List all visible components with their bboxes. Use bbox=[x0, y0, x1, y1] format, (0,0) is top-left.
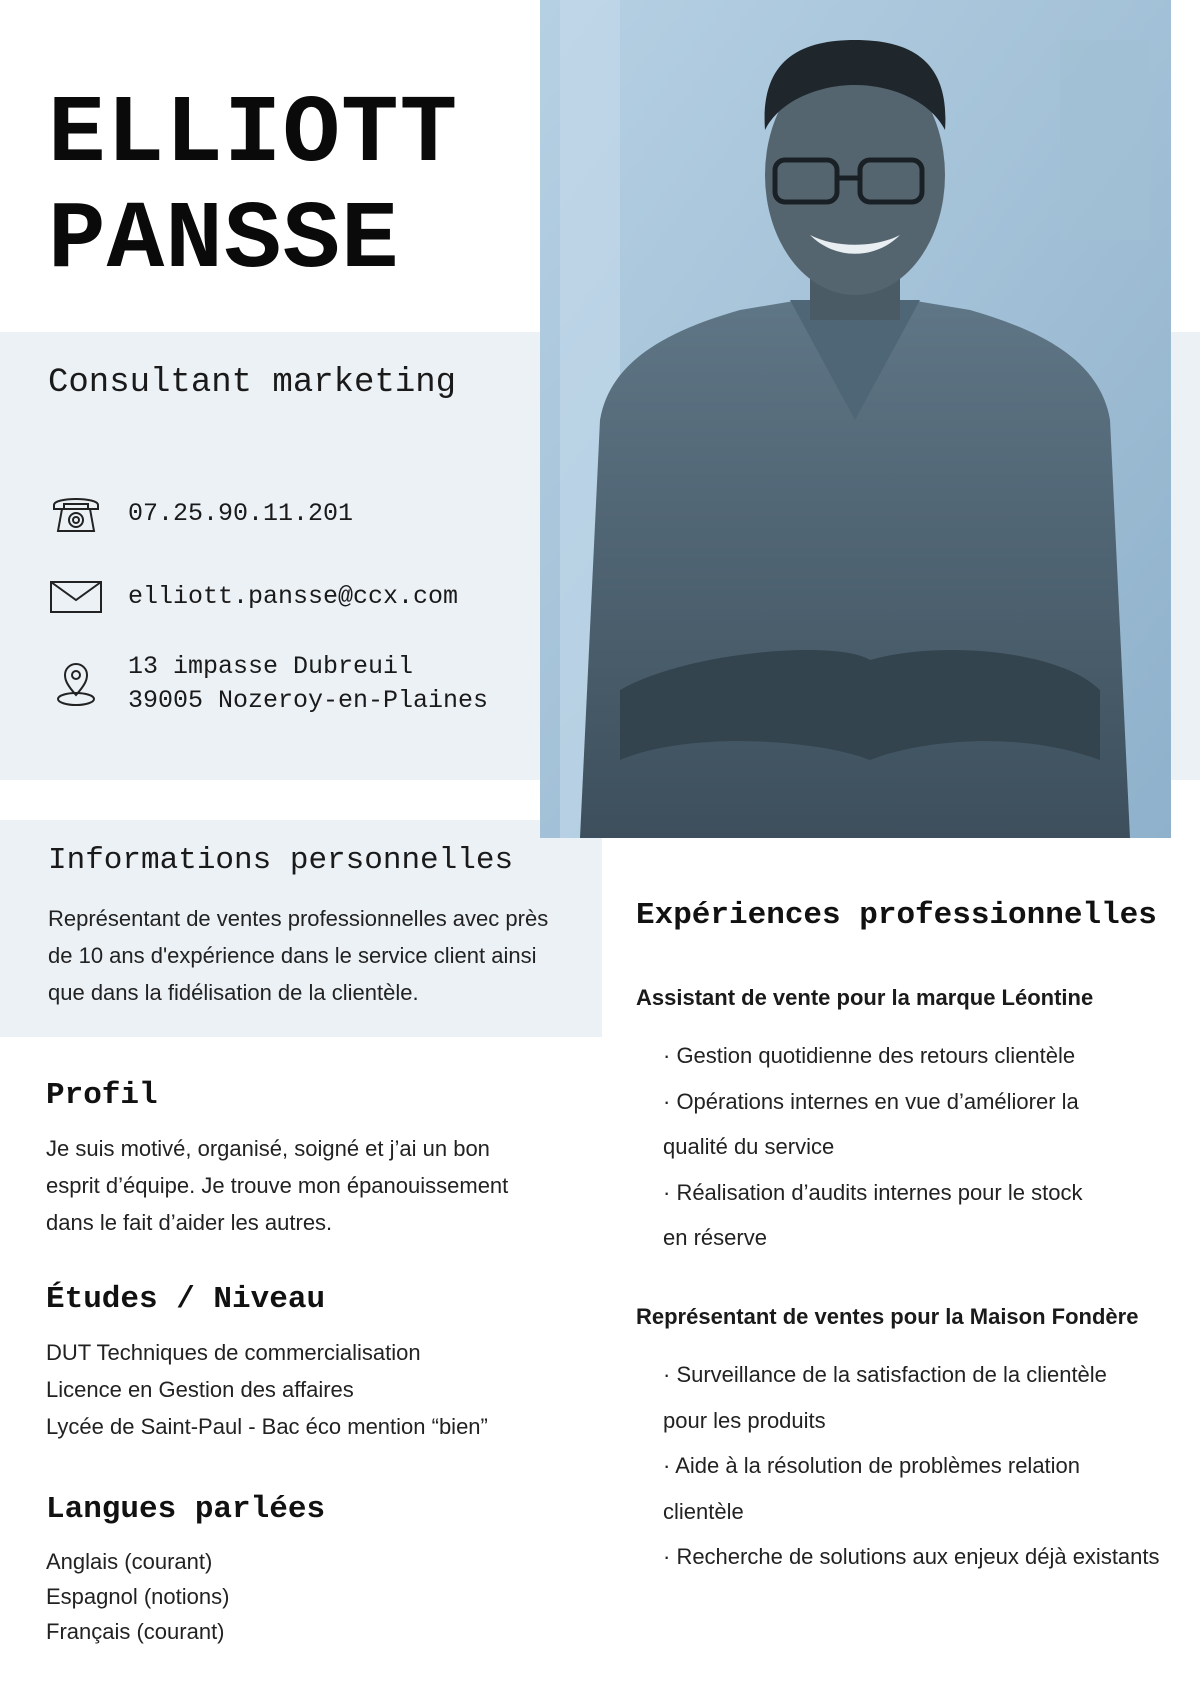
mail-icon bbox=[48, 575, 104, 619]
job-1-duties bbox=[663, 1033, 1183, 1261]
profil-section-text: Je suis motivé, organisé, soigné et j’ai un bon esprit d’équipe. Je trouve mon épanouissement dans le fait d’aider les autres. bbox=[46, 1136, 509, 1235]
job-2-duties bbox=[663, 1352, 1183, 1580]
duty-line: · Surveillance de la satisfaction de la clientèle bbox=[663, 1362, 1107, 1387]
last-name: PANSSE bbox=[48, 186, 400, 295]
experiences-section-title: Expériences professionnelles bbox=[636, 898, 1157, 933]
langues-list bbox=[46, 1544, 446, 1649]
duty-line: · Gestion quotidienne des retours clientèle bbox=[663, 1043, 1076, 1068]
profil-section-title: Profil bbox=[46, 1078, 158, 1113]
address-line-1: 13 impasse Dubreuil bbox=[128, 652, 414, 681]
contact-address bbox=[48, 650, 488, 718]
job-title: Consultant marketing bbox=[48, 364, 457, 402]
info-section-title: Informations personnelles bbox=[48, 843, 514, 878]
duty-line: · Réalisation d’audits internes pour le stock bbox=[663, 1179, 1083, 1205]
langue-item: Anglais (courant) bbox=[46, 1549, 213, 1574]
duty-line: pour les produits bbox=[663, 1407, 826, 1433]
duty-line: qualité du service bbox=[663, 1134, 835, 1159]
etudes-item: Lycée de Saint-Paul - Bac éco mention “bien” bbox=[46, 1414, 488, 1439]
candidate-name bbox=[48, 82, 548, 294]
duty-line: en réserve bbox=[663, 1225, 767, 1250]
phone-icon bbox=[48, 492, 104, 536]
duty-line: · Recherche de solutions aux enjeux déjà existants bbox=[663, 1544, 1160, 1569]
location-pin-icon bbox=[48, 662, 104, 706]
duty-line: · Opérations internes en vue d’améliorer la bbox=[663, 1088, 1079, 1114]
profile-photo bbox=[540, 0, 1171, 838]
address-line-2: 39005 Nozeroy-en-Plaines bbox=[128, 686, 489, 715]
duty-line: clientèle bbox=[663, 1498, 744, 1524]
first-name: ELLIOTT bbox=[48, 80, 459, 189]
langue-item: Espagnol (notions) bbox=[46, 1584, 230, 1609]
email-address: elliott.pansse@ccx.com bbox=[128, 582, 459, 611]
info-section-text: Représentant de ventes professionnelles avec près de 10 ans d'expérience dans le service client ainsi que dans la fidélisation de la clientèle. bbox=[48, 906, 549, 1005]
duty-line: · Aide à la résolution de problèmes relation bbox=[663, 1453, 1081, 1478]
contact-email bbox=[48, 575, 458, 619]
etudes-section-title: Études / Niveau bbox=[46, 1282, 326, 1317]
phone-number: 07.25.90.11.201 bbox=[128, 499, 354, 528]
langues-section-title: Langues parlées bbox=[46, 1492, 326, 1527]
address-block bbox=[128, 650, 488, 718]
job-2-title: Représentant de ventes pour la Maison Fondère bbox=[636, 1304, 1139, 1329]
etudes-list bbox=[46, 1334, 566, 1445]
etudes-item: DUT Techniques de commercialisation bbox=[46, 1340, 421, 1365]
contact-phone bbox=[48, 492, 353, 536]
etudes-item: Licence en Gestion des affaires bbox=[46, 1377, 354, 1402]
langue-item: Français (courant) bbox=[46, 1619, 225, 1644]
job-1-title: Assistant de vente pour la marque Léontine bbox=[636, 985, 1094, 1010]
